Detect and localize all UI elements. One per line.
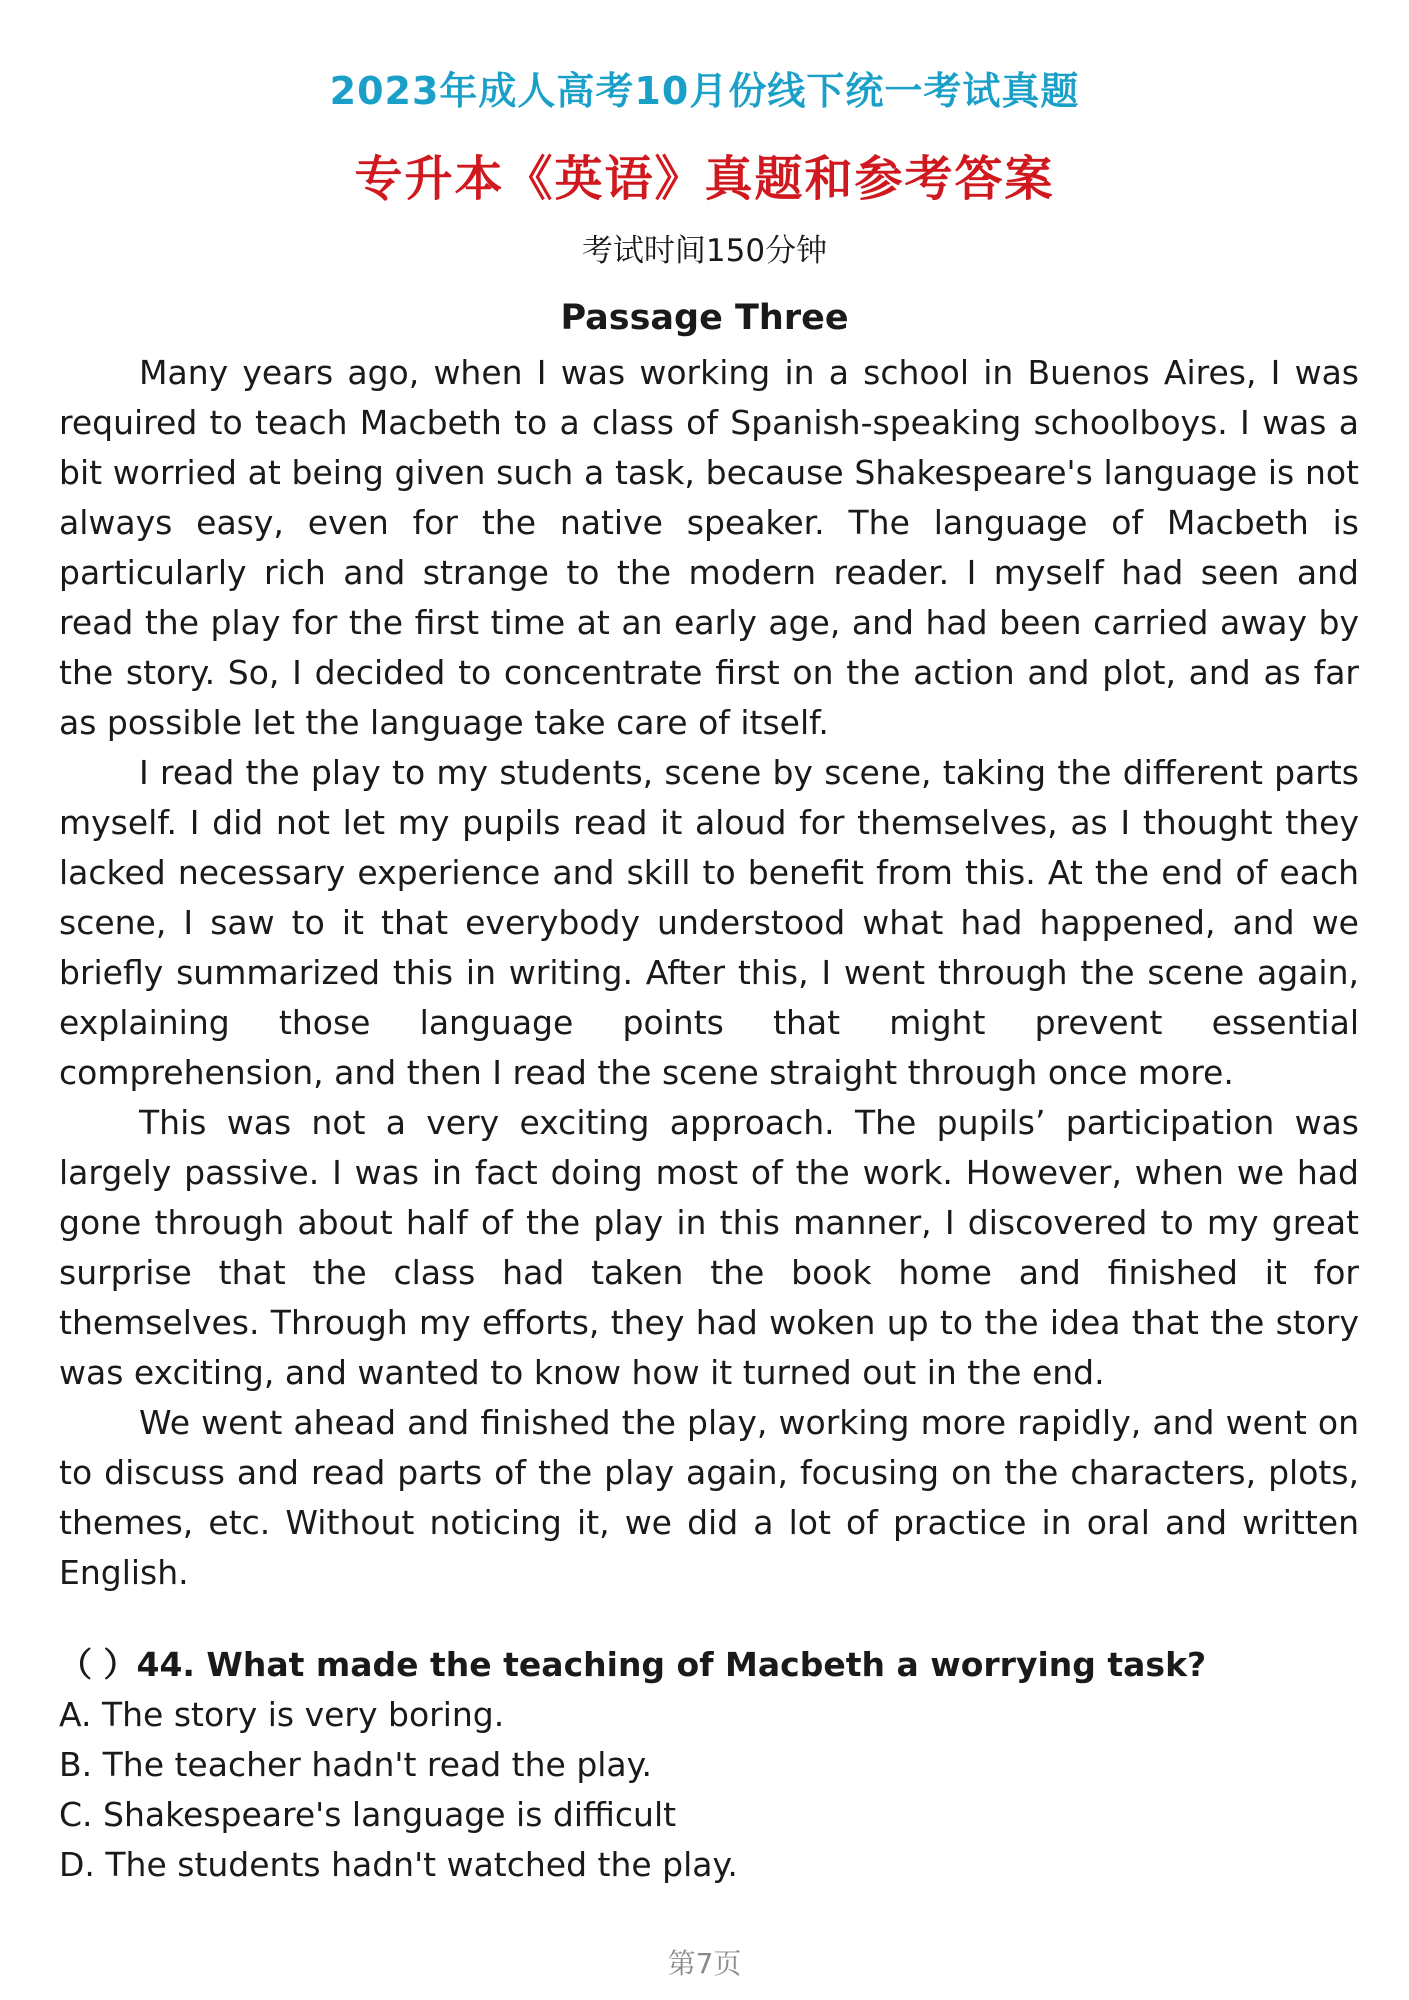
option-d: D. The students hadn't watched the play. <box>59 1845 738 1884</box>
passage-title: Passage Three <box>560 298 849 338</box>
exam-title: 2023年成人高考10月份线下统一考试真题 <box>329 69 1080 113</box>
subject-title: 专升本《英语》真题和参考答案 <box>354 151 1055 207</box>
question-44 <box>59 1640 1359 1890</box>
exam-duration: 考试时间150分钟 <box>581 233 828 269</box>
page-number: 第7页 <box>667 1947 742 1980</box>
option-b: B. The teacher hadn't read the play. <box>59 1745 652 1784</box>
option-a: A. The story is very boring. <box>59 1695 505 1734</box>
passage-paragraph-4: We went ahead and finished the play, working more rapidly, and went on to discuss and read parts of the play again, focusing on the characters, plots, themes, etc. Without noticing it, we did a lot of practice in oral and written English. <box>59 1403 1359 1592</box>
option-c: C. Shakespeare's language is difficult <box>59 1795 677 1834</box>
passage-paragraph-3: This was not a very exciting approach. The pupils’ participation was largely passive. I was in fact doing most of the work. However, when we had gone through about half of the play in this manner, I discovered to my great surprise that the class had taken the book home and finished it for themselves. Through my efforts, they had woken up to the idea that the story was exciting, and wanted to know how it turned out in the end. <box>59 1103 1359 1392</box>
question-stem: （ ）44. What made the teaching of Macbeth a worrying task? <box>59 1645 1207 1684</box>
passage-paragraph-1: Many years ago, when I was working in a school in Buenos Aires, I was required to teach Macbeth to a class of Spanish-speaking schoolboys. I was a bit worried at being given such a task, because Shakespeare's language is not always easy, even for the native speaker. The language of Macbeth is particularly rich and strange to the modern reader. I myself had seen and read the play for the first time at an early age, and had been carried away by the story. So, I decided to concentrate first on the action and plot, and as far as possible let the language take care of itself. <box>59 353 1359 742</box>
passage-body <box>59 348 1359 1598</box>
passage-paragraph-2: I read the play to my students, scene by scene, taking the different parts myself. I did not let my pupils read it aloud for themselves, as I thought they lacked necessary experience and skill to benefit from this. At the end of each scene, I saw to it that everybody understood what had happened, and we briefly summarized this in writing. After this, I went through the scene again, explaining those language points that might prevent essential comprehension, and then I read the scene straight through once more. <box>59 753 1359 1092</box>
